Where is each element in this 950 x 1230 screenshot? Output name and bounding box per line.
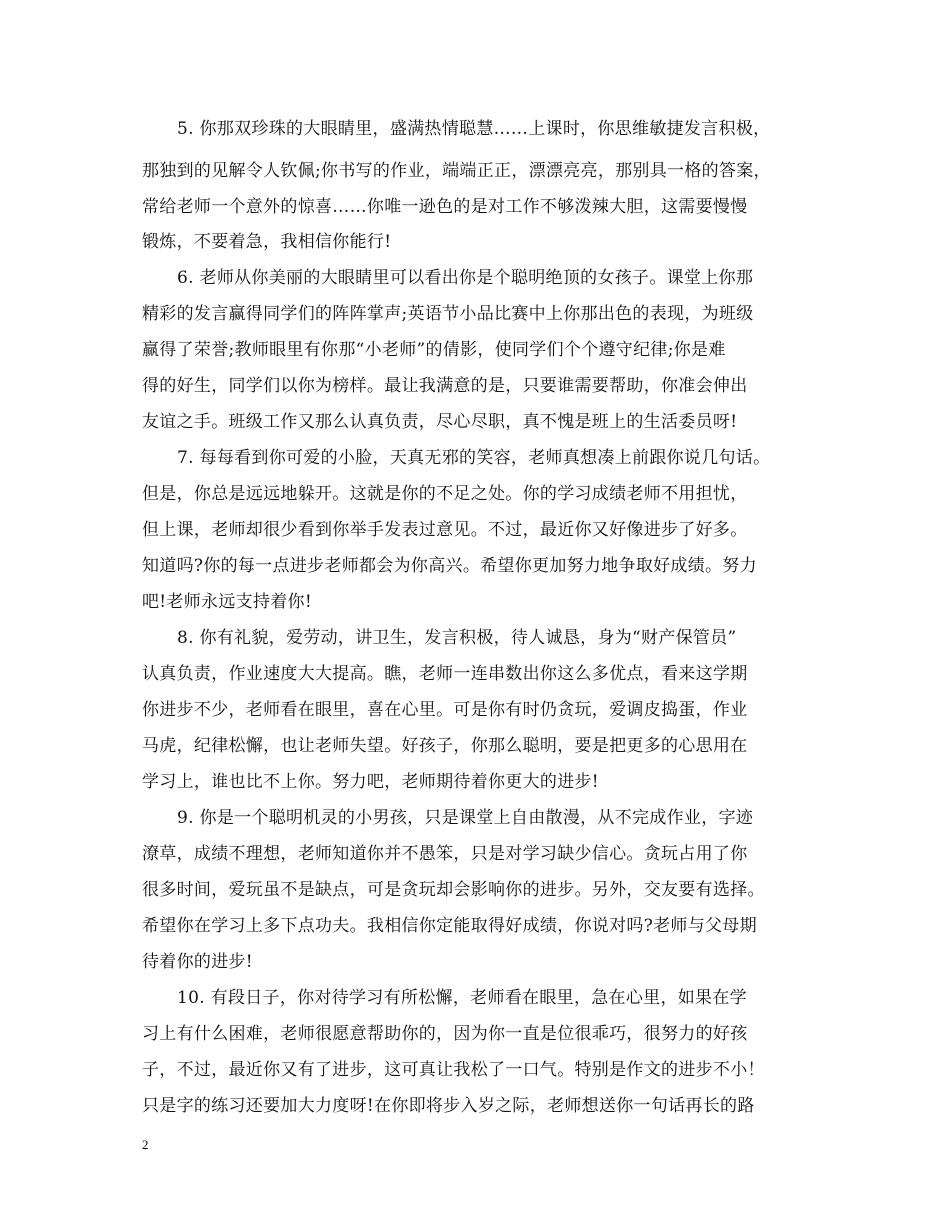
paragraph-9-line-1: 9. 你是一个聪明机灵的小男孩，只是课堂上自由散漫，从不完成作业，字迹 (177, 808, 754, 828)
paragraph-9-line-5: 待着你的进步! (142, 952, 253, 972)
paragraph-6-line-5: 友谊之手。班级工作又那么认真负责，尽心尽职，真不愧是班上的生活委员呀! (142, 412, 738, 432)
paragraph-8-line-5: 学习上，谁也比不上你。努力吧，老师期待着你更大的进步! (142, 772, 599, 792)
paragraph-6-line-4: 得的好生，同学们以你为榜样。最让我满意的是，只要谁需要帮助，你准会伸出 (142, 376, 748, 396)
paragraph-7-line-2: 但是，你总是远远地躲开。这就是你的不足之处。你的学习成绩老师不用担忧， (142, 484, 748, 504)
paragraph-5-line-4: 锻炼，不要着急，我相信你能行! (142, 232, 392, 252)
paragraph-8-line-4: 马虎，纪律松懈，也让老师失望。好孩子，你那么聪明，要是把更多的心思用在 (142, 736, 748, 756)
paragraph-6-line-3: 赢得了荣誉;教师眼里有你那“小老师”的倩影，使同学们个个遵守纪律;你是难 (142, 340, 726, 360)
paragraph-7-line-4: 知道吗?你的每一点进步老师都会为你高兴。希望你更加努力地争取好成绩。努力 (142, 556, 757, 576)
paragraph-6-line-1: 6. 老师从你美丽的大眼睛里可以看出你是个聪明绝顶的女孩子。课堂上你那 (177, 268, 754, 288)
paragraph-8-line-1: 8. 你有礼貌，爱劳动，讲卫生，发言积极，待人诚恳，身为“财产保管员” (177, 628, 737, 648)
paragraph-7-line-1: 7. 每每看到你可爱的小脸，天真无邪的笑容，老师真想凑上前跟你说几句话。 (177, 448, 771, 468)
paragraph-5-line-3: 常给老师一个意外的惊喜……你唯一逊色的是对工作不够泼辣大胆，这需要慢慢 (142, 197, 748, 217)
paragraph-10-line-2: 习上有什么困难，老师很愿意帮助你的，因为你一直是位很乖巧，很努力的好孩 (142, 1024, 748, 1044)
paragraph-5-line-2: 那独到的见解令人钦佩;你书写的作业，端端正正，漂漂亮亮，那别具一格的答案， (142, 161, 771, 181)
paragraph-10-line-1: 10. 有段日子，你对待学习有所松懈，老师看在眼里，急在心里，如果在学 (177, 988, 747, 1008)
paragraph-7-line-5: 吧!老师永远支持着你! (142, 592, 312, 612)
paragraph-6-line-2: 精彩的发言赢得同学们的阵阵掌声;英语节小品比赛中上你那出色的表现，为班级 (142, 304, 754, 324)
page-number: 2 (142, 1137, 149, 1152)
paragraph-9-line-3: 很多时间，爱玩虽不是缺点，可是贪玩却会影响你的进步。另外，交友要有选择。 (142, 880, 765, 900)
paragraph-8-line-3: 你进步不少，老师看在眼里，喜在心里。可是你有时仍贪玩，爱调皮捣蛋，作业 (142, 700, 748, 720)
paragraph-7-line-3: 但上课，老师却很少看到你举手发表过意见。不过，最近你又好像进步了好多。 (142, 520, 748, 540)
paragraph-9-line-4: 希望你在学习上多下点功夫。我相信你定能取得好成绩，你说对吗?老师与父母期 (142, 916, 757, 936)
paragraph-10-line-4: 只是字的练习还要加大力度呀!在你即将步入岁之际，老师想送你一句话再长的路 (142, 1096, 755, 1116)
paragraph-8-line-2: 认真负责，作业速度大大提高。瞧，老师一连串数出你这么多优点，看来这学期 (142, 664, 748, 684)
paragraph-9-line-2: 潦草，成绩不理想，老师知道你并不愚笨，只是对学习缺少信心。贪玩占用了你 (142, 844, 748, 864)
paragraph-5-line-1: 5. 你那双珍珠的大眼睛里，盛满热情聪慧……上课时，你思维敏捷发言积极， (177, 119, 771, 139)
paragraph-10-line-3: 子，不过，最近你又有了进步，这可真让我松了一口气。特别是作文的进步不小！ (142, 1060, 765, 1080)
